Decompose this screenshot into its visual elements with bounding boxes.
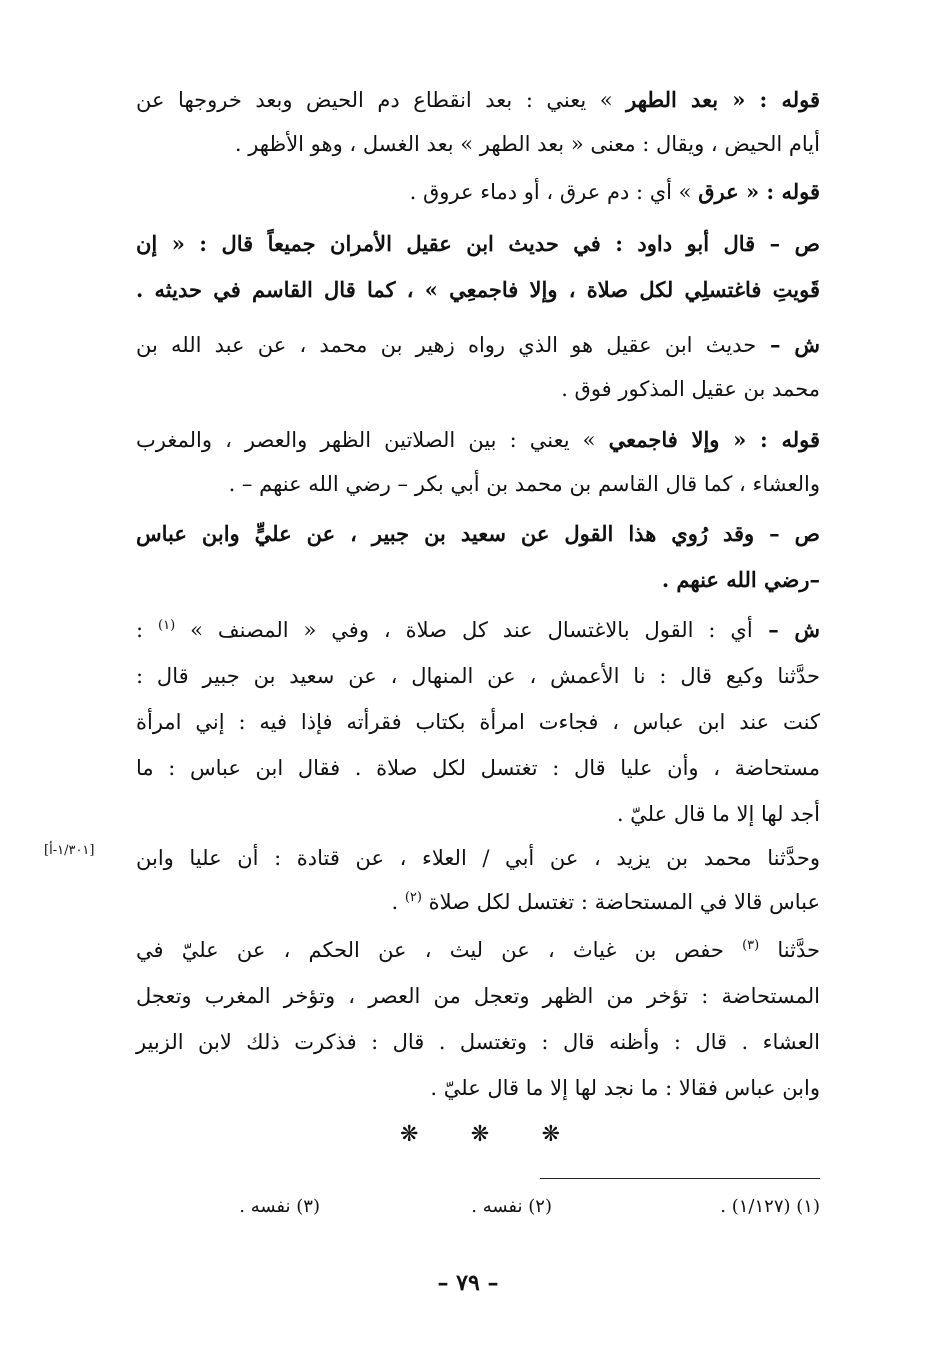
text-segment: قوله : «: [718, 87, 820, 112]
text-segment: ص – وقد رُوي هذا القول عن سعيد بن جبير ، عن عليٍّ وابن عباس: [136, 521, 820, 546]
text-segment: مستحاضة ، وأن عليا قال : تغتسل لكل صلاة . فقال ابن عباس : ما: [136, 756, 820, 780]
text-segment: عرق: [698, 179, 739, 204]
text-line: [136, 974, 820, 1018]
text-segment: والعشاء ، كما قال القاسم بن محمد بن أبي بكر – رضي الله عنهم – .: [228, 472, 820, 496]
text-segment: .: [391, 890, 405, 914]
text-segment: وإلا فاجمعي: [608, 427, 720, 452]
text-line: [136, 222, 820, 266]
text-segment: قَويتِ فاغتسلِي لكل صلاة ، وإلا فاجمعِي » ، كما قال القاسم في حديثه .: [136, 277, 820, 302]
section-separator: [400, 1122, 560, 1147]
text-segment: أجد لها إلا ما قال عليّ .: [616, 802, 820, 826]
text-segment: ش –: [756, 332, 820, 357]
text-line: [561, 367, 820, 411]
text-line: [136, 418, 820, 462]
text-segment: ش –: [752, 617, 820, 642]
text-segment: أيام الحيض ، ويقال : معنى « بعد الطهر » بعد الغسل ، وهو الأظهر .: [234, 132, 820, 156]
footnote-divider: [540, 1178, 820, 1179]
text-segment: حدَّثنا وكيع قال : نا الأعمش ، عن المنهال ، عن سعيد بن جبير قال :: [136, 664, 820, 688]
star-ornament-icon: ❋: [541, 1122, 560, 1147]
text-segment: قوله : «: [738, 179, 820, 204]
text-line: [430, 1066, 820, 1110]
star-ornament-icon: ❋: [470, 1122, 490, 1147]
text-segment: العشاء . قال : وأظنه قال : وتغتسل . قال : فذكرت ذلك لابن الزبير: [136, 1030, 820, 1054]
footnote-2: (٢) نفسه .: [471, 1196, 552, 1217]
text-segment: –رضي الله عنهم .: [661, 567, 820, 592]
text-segment: » يعني : بعد انقطاع دم الحيض وبعد خروجها عن: [136, 88, 627, 112]
manuscript-folio-note: [١/٣٠١-أ]: [44, 843, 95, 858]
footnote-ref: (٣): [742, 938, 760, 953]
text-line: [136, 512, 820, 556]
text-line: [410, 170, 820, 214]
text-line: [136, 1020, 820, 1064]
footnotes: [136, 1196, 820, 1226]
text-segment: حدَّثنا: [759, 938, 820, 962]
text-segment: وحدَّثنا محمد بن يزيد ، عن أبي / العلاء ، عن قتادة : أن عليا وابن: [136, 846, 820, 870]
text-line: [136, 746, 820, 790]
text-line: [136, 323, 820, 367]
text-line: [229, 462, 820, 506]
text-line: [617, 792, 820, 836]
text-line: [662, 558, 820, 602]
page-number: – ٧٩ –: [437, 1270, 499, 1296]
star-ornament-icon: ❋: [400, 1122, 419, 1147]
text-segment: قوله : «: [719, 427, 820, 452]
text-line: [235, 122, 820, 166]
text-segment: وابن عباس فقالا : ما نجد لها إلا ما قال عليّ .: [430, 1076, 820, 1100]
text-line: [136, 608, 820, 652]
text-line: [136, 928, 820, 972]
text-line: [136, 268, 820, 312]
text-segment: ص – قال أبو داود : في حديث ابن عقيل الأمران جميعاً قال : « إن: [136, 231, 820, 256]
footnote-ref: (١): [158, 618, 176, 633]
text-segment: » يعني : بين الصلاتين الظهر والعصر ، والمغرب: [136, 428, 609, 452]
text-line: [136, 654, 820, 698]
text-segment: حفص بن غياث ، عن ليث ، عن الحكم ، عن عليّ في: [136, 938, 743, 962]
text-segment: عباس قالا في المستحاضة : تغتسل لكل صلاة: [421, 890, 820, 914]
text-segment: كنت عند ابن عباس ، فجاءت امرأة بكتاب فقرأته فإذا فيه : إني امرأة: [136, 710, 820, 734]
text-line: [136, 836, 820, 880]
text-segment: بعد الطهر: [626, 87, 719, 112]
text-segment: المستحاضة : تؤخر من الظهر وتعجل من العصر ، وتؤخر المغرب وتعجل: [136, 984, 820, 1008]
text-segment: » أي : دم عرق ، أو دماء عروق .: [409, 180, 699, 204]
text-segment: :: [136, 618, 159, 642]
footnote-3: (٣) نفسه .: [239, 1196, 320, 1217]
text-line: [136, 700, 820, 744]
footnote-1: (١) (١/١٢٧) .: [720, 1196, 820, 1217]
text-line: [136, 78, 820, 122]
text-segment: محمد بن عقيل المذكور فوق .: [561, 377, 820, 401]
text-segment: أي : القول بالاغتسال عند كل صلاة ، وفي « المصنف »: [175, 618, 753, 642]
text-segment: حديث ابن عقيل هو الذي رواه زهير بن محمد ، عن عبد الله بن: [136, 333, 757, 357]
text-line: [391, 880, 820, 924]
footnote-ref: (٢): [404, 890, 422, 905]
